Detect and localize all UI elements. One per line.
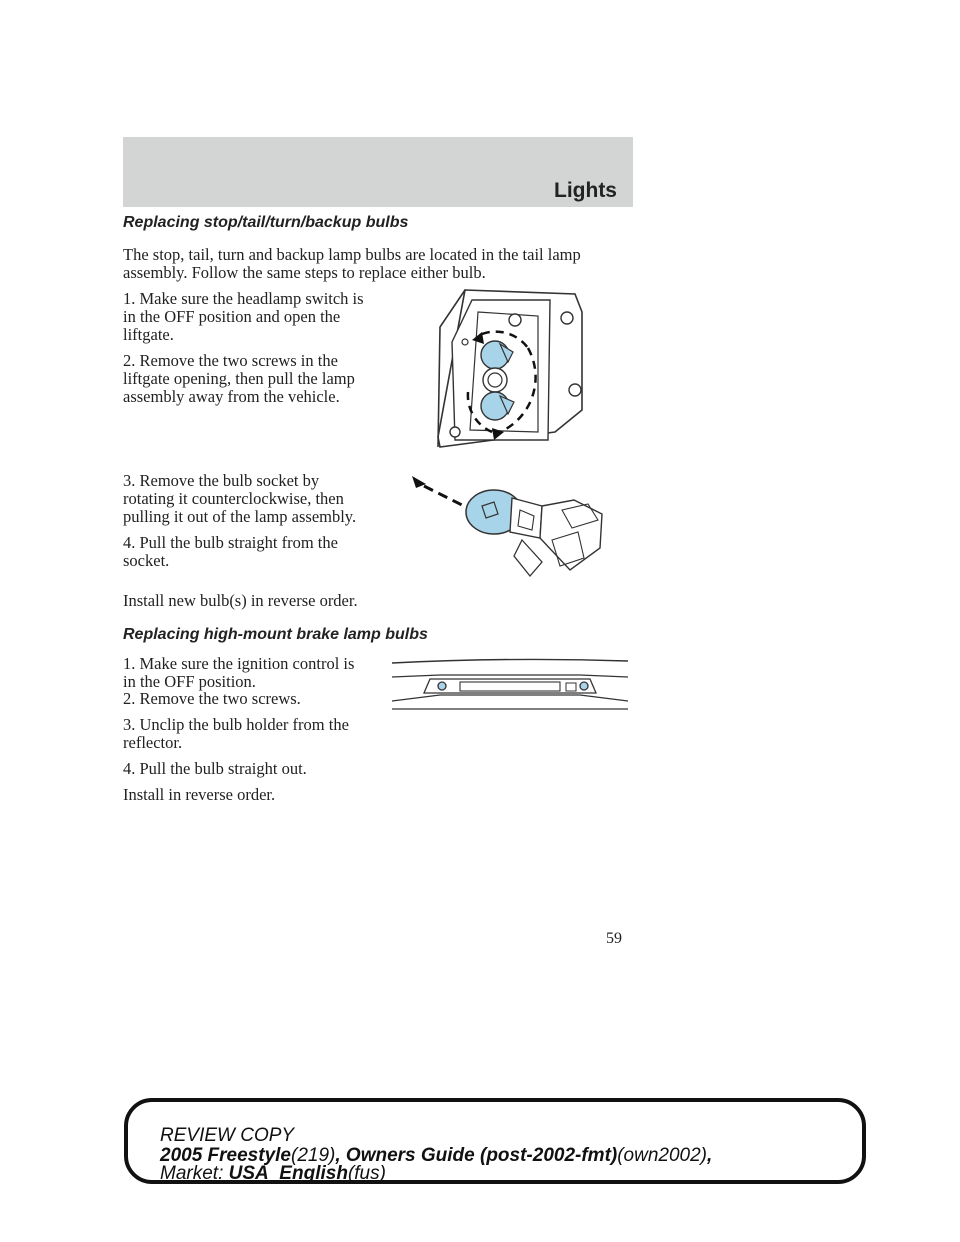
hm-step-3-line-2: reflector. bbox=[123, 733, 183, 752]
chapter-header-band bbox=[123, 137, 633, 207]
footer-line-3 bbox=[160, 1164, 386, 1184]
bulb-socket-illustration bbox=[402, 470, 612, 590]
footer-review-copy bbox=[160, 1126, 294, 1146]
step-4-line-1: 4. Pull the bulb straight from the bbox=[123, 533, 338, 552]
hm-step-2: 2. Remove the two screws. bbox=[123, 689, 301, 708]
step-3-line-3: pulling it out of the lamp assembly. bbox=[123, 507, 357, 526]
footer-market-code: (fus) bbox=[347, 1163, 386, 1184]
footer-comma: , bbox=[707, 1145, 713, 1166]
hm-step-1-line-2: in the OFF position. bbox=[123, 672, 256, 691]
hm-step-1-line-1: 1. Make sure the ignition control is bbox=[123, 654, 355, 673]
step-1-line-3: liftgate. bbox=[123, 325, 174, 344]
step-1-line-1: 1. Make sure the headlamp switch is bbox=[123, 289, 364, 308]
section-heading-stop-tail: Replacing stop/tail/turn/backup bulbs bbox=[123, 214, 409, 231]
footer-market: USA_English bbox=[228, 1163, 348, 1184]
footer-guide-code: (own2002) bbox=[617, 1145, 708, 1166]
section-heading-high-mount: Replacing high-mount brake lamp bulbs bbox=[123, 626, 428, 643]
high-mount-brake-lamp-illustration bbox=[390, 655, 635, 715]
footer-market-label: Market: bbox=[160, 1163, 229, 1184]
install-instruction: Install new bulb(s) in reverse order. bbox=[123, 591, 358, 610]
page-number: 59 bbox=[606, 930, 622, 947]
step-2-line-1: 2. Remove the two screws in the bbox=[123, 351, 338, 370]
footer-guide: , Owners Guide (post-2002-fmt) bbox=[335, 1145, 618, 1166]
hm-step-4: 4. Pull the bulb straight out. bbox=[123, 759, 307, 778]
intro-text-line-2: assembly. Follow the same steps to replace either bulb. bbox=[123, 263, 486, 282]
step-2-line-2: liftgate opening, then pull the lamp bbox=[123, 369, 355, 388]
footer-line1: REVIEW COPY bbox=[160, 1125, 295, 1146]
hm-install-instruction: Install in reverse order. bbox=[123, 785, 276, 804]
step-2-line-3: assembly away from the vehicle. bbox=[123, 387, 340, 406]
hm-step-3-line-1: 3. Unclip the bulb holder from the bbox=[123, 715, 349, 734]
step-1-line-2: in the OFF position and open the bbox=[123, 307, 341, 326]
chapter-title: Lights bbox=[554, 179, 617, 202]
step-3-line-1: 3. Remove the bulb socket by bbox=[123, 471, 320, 490]
tail-lamp-assembly-illustration bbox=[420, 282, 600, 452]
step-4-line-2: socket. bbox=[123, 551, 170, 570]
step-3-line-2: rotating it counterclockwise, then bbox=[123, 489, 344, 508]
intro-text-line-1: The stop, tail, turn and backup lamp bulbs are located in the tail lamp bbox=[123, 245, 581, 264]
footer-vehicle-code: (219) bbox=[291, 1145, 336, 1166]
footer-vehicle: 2005 Freestyle bbox=[160, 1145, 291, 1166]
